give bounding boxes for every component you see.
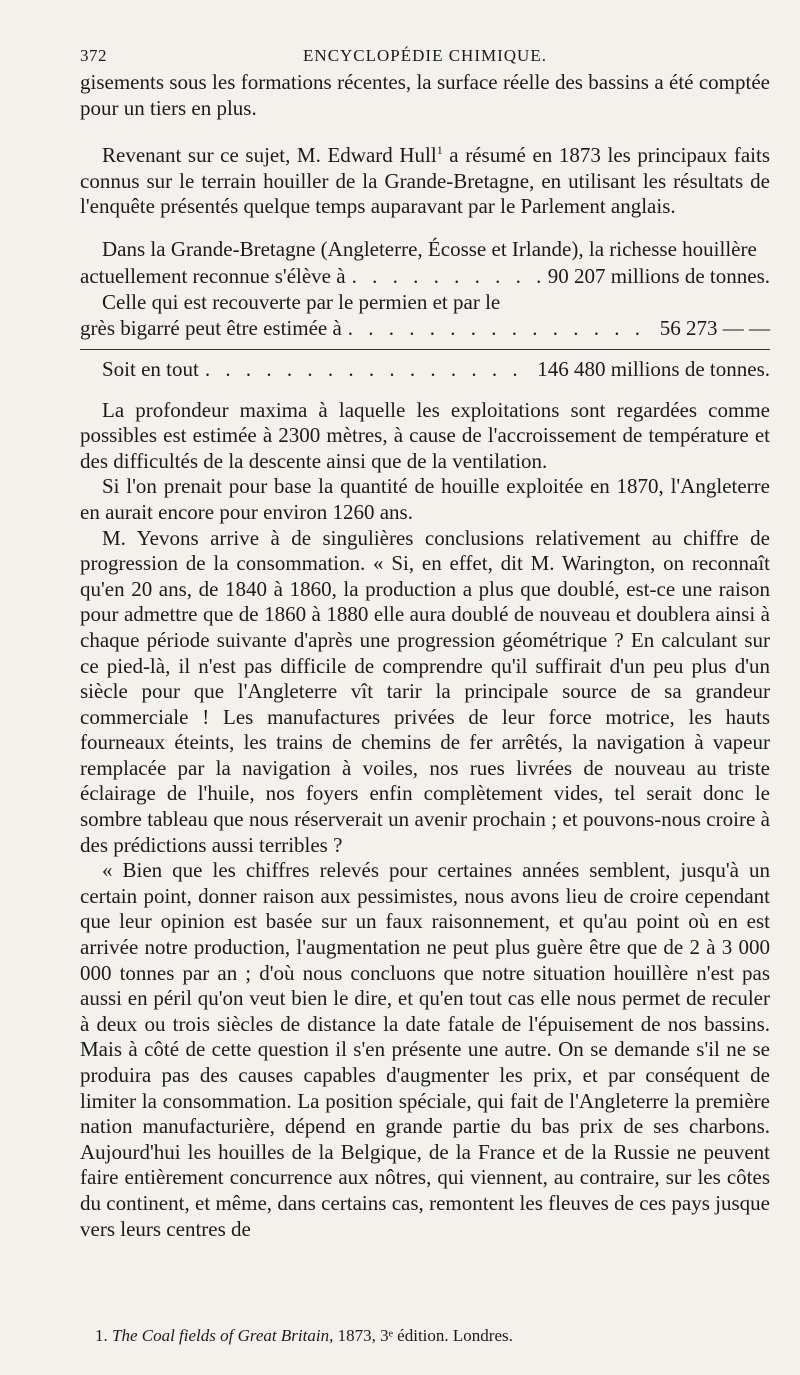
row-label: grès bigarré peut être estimée à — [80, 315, 342, 340]
reserve-row — [80, 315, 770, 341]
paragraph-text: Revenant sur ce sujet, M. Edward Hull — [102, 143, 437, 168]
row-label: actuellement reconnue s'élève à — [80, 263, 346, 288]
paragraph: Dans la Grande-Bretagne (Angleterre, Écosse et Irlande), la richesse houillère — [102, 236, 757, 261]
paragraph: La profondeur maxima à laquelle les exploitations sont regardées comme possibles est estimée à 2300 mètres, à cause de l'accroissement de température et des difficultés de la descente ainsi que de la ventilation. — [80, 397, 770, 473]
paragraph-text: a résumé en 1873 les principaux faits connus sur le terrain houiller de la Grande-Bretagne, en utilisant les résultats de l'enquête présentés quelque temps auparavant par le Parlement anglais. — [80, 143, 770, 219]
page-number: 372 — [80, 46, 107, 65]
body-text — [80, 398, 770, 1243]
page-header — [80, 36, 770, 70]
body-text — [80, 70, 770, 263]
dot-leader — [205, 356, 531, 382]
paragraph: gisements sous les formations récentes, la surface réelle des bassins a été comptée pour un tiers en plus. — [80, 70, 770, 120]
row-label: Celle qui est recouverte par le permien et par le — [102, 289, 501, 314]
sum-rule — [80, 349, 770, 350]
paragraph: Si l'on prenait pour base la quantité de houille exploitée en 1870, l'Angleterre en aurait encore pour environ 1260 ans. — [80, 474, 770, 524]
paragraph: M. Yevons arrive à de singulières conclusions relativement au chiffre de progression de la consommation. « Si, en effet, dit M. Warington, on reconnaît qu'en 20 ans, de 1840 à 1860, la production a plus que doublé, est-ce une raison pour admettre que de 1860 à 1880 elle aura doublé de nouveau et doublera ainsi à chaque période suivante d'après une progression géométrique ? En calculant sur ce pied-là, il n'est pas difficile de comprendre qu'il suffirait d'un peu plus d'un siècle pour que l'Angleterre vît tarir la principale source de sa grandeur commerciale ! Les manufactures privées de leur force motrice, les hauts fourneaux éteints, les trains de chemins de fer arrêtés, la navigation à vapeur remplacée par la navigation à voiles, nos rues livrées de nouveau au triste éclairage de l'huile, nos foyers enfin complètement vides, tel serait donc le sombre tableau que nous réserverait un avenir prochain ; et pouvons-nous croire à des prédictions aussi terribles ? — [80, 525, 770, 857]
paragraph: « Bien que les chiffres relevés pour certaines années semblent, jusqu'à un certain point, donner raison aux pessimistes, nous avons lieu de croire cependant que leur opinion est basée sur un faux raisonnement, et qu'au point où en est arrivée notre production, l'augmentation ne peut plus guère être que de 2 à 3 000 000 tonnes par an ; d'où nous concluons que notre situation houillère n'est pas aussi en péril qu'on veut bien le dire, et qu'en tout cas elle nous permet de reculer à deux ou trois siècles de distance la date fatale de l'épuisement de nos bassins. Mais à côté de cette question il s'en présente une autre. On se demande s'il ne se produira pas des causes capables d'augmenter les prix, et par conséquent de limiter la consommation. La position spéciale, qui fait de l'Angleterre la première nation manufacturière, dépend en grande partie du bas prix de ses charbons. Aujourd'hui les houilles de la Belgique, de la France et de la Russie ne peuvent faire entièrement concurrence aux nôtres, qui viennent, au contraire, sur les côtes du continent, et même, dans certains cas, remontent les fleuves de ces pays jusque vers leurs centres de — [80, 858, 770, 1241]
total-label: Soit en tout — [102, 356, 199, 381]
dot-leader — [352, 263, 542, 289]
footnote-marker: 1. — [95, 1326, 108, 1345]
footnote-title: The Coal fields of Great Britain — [112, 1326, 330, 1345]
dot-leader — [348, 315, 654, 341]
row-value: 56 273 — — — [659, 315, 770, 340]
total-value: 146 480 millions de tonnes. — [537, 356, 770, 381]
footnote-reference: 1 — [436, 143, 443, 158]
total-row — [80, 356, 770, 382]
reserve-row — [80, 263, 770, 289]
reserve-row-continued — [80, 289, 770, 315]
paragraph — [80, 138, 770, 220]
footnote — [95, 1325, 513, 1347]
row-value: 90 207 millions de tonnes. — [547, 263, 770, 288]
running-title: ENCYCLOPÉDIE CHIMIQUE. — [303, 46, 547, 65]
footnote-text: , 1873, 3ᵉ édition. Londres. — [329, 1326, 513, 1345]
